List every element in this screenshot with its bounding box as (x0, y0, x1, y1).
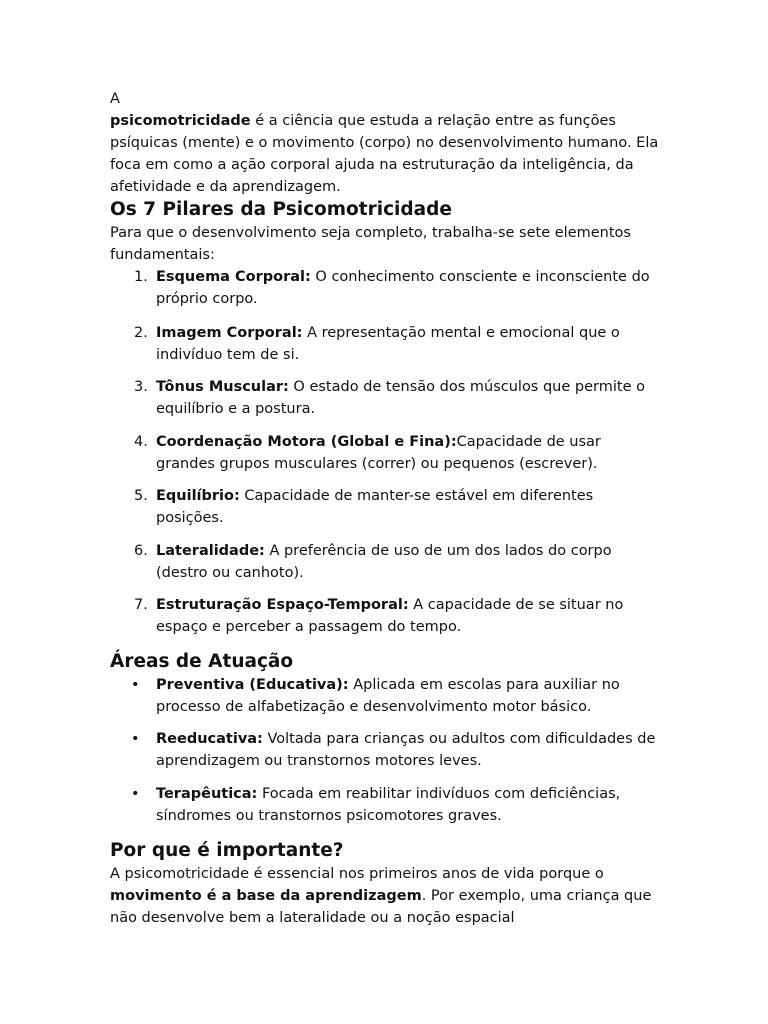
list-marker: 4. (134, 434, 148, 450)
list-marker: 1. (134, 269, 148, 285)
item-text: Capacidade de usar grandes grupos musculares (correr) ou pequenos (escrever). (156, 434, 601, 472)
list-item (110, 376, 660, 420)
item-term: Lateralidade: (156, 543, 265, 559)
item-term: Equilíbrio: (156, 488, 240, 504)
item-text: Voltada para crianças ou adultos com dificuldades de aprendizagem ou transtornos motores leves. (156, 731, 656, 769)
importancia-paragraph (110, 863, 660, 929)
item-term: Coordenação Motora (Global e Fina): (156, 434, 457, 450)
list-item (110, 594, 660, 638)
importancia-bold: movimento é a base da aprendizagem (110, 888, 422, 904)
item-term: Tônus Muscular: (156, 379, 289, 395)
intro-lead: A (110, 91, 120, 107)
section-heading-areas: Áreas de Atuação (110, 651, 294, 672)
areas-list (110, 674, 660, 827)
list-marker: 5. (134, 488, 148, 504)
item-text: A capacidade de se situar no espaço e perceber a passagem do tempo. (156, 597, 624, 635)
item-term: Preventiva (Educativa): (156, 677, 349, 693)
list-item (110, 540, 660, 584)
list-item (110, 485, 660, 529)
item-term: Terapêutica: (156, 786, 258, 802)
list-marker: 2. (134, 325, 148, 341)
list-item (110, 674, 660, 718)
pilares-lead: Para que o desenvolvimento seja completo, trabalha-se sete elementos fundamentais: (110, 225, 631, 263)
bullet-icon: • (131, 677, 140, 693)
section-heading-pilares: Os 7 Pilares da Psicomotricidade (110, 199, 452, 220)
item-term: Reeducativa: (156, 731, 263, 747)
item-term: Imagem Corporal: (156, 325, 303, 341)
list-marker: 6. (134, 543, 148, 559)
list-marker: 3. (134, 379, 148, 395)
bullet-icon: • (131, 786, 140, 802)
item-term: Estruturação Espaço-Temporal: (156, 597, 409, 613)
importancia-text-after: . Por exemplo, uma criança que não desenvolve bem a lateralidade ou a noção espacial (110, 888, 652, 926)
list-item (110, 266, 660, 310)
importancia-text-before: A psicomotricidade é essencial nos primeiros anos de vida porque o (110, 866, 604, 882)
item-text: O conhecimento consciente e inconsciente do próprio corpo. (156, 269, 650, 307)
list-marker: 7. (134, 597, 148, 613)
list-item (110, 431, 660, 475)
document-body (110, 88, 660, 929)
item-text: Focada em reabilitar indivíduos com deficiências, síndromes ou transtornos psicomotores graves. (156, 786, 621, 824)
section-heading-importancia: Por que é importante? (110, 840, 344, 861)
item-text: Aplicada em escolas para auxiliar no processo de alfabetização e desenvolvimento motor básico. (156, 677, 620, 715)
item-text: Capacidade de manter-se estável em diferentes posições. (156, 488, 594, 526)
item-text: A preferência de uso de um dos lados do corpo (destro ou canhoto). (156, 543, 612, 581)
list-item (110, 783, 660, 827)
intro-term: psicomotricidade (110, 113, 251, 129)
item-term: Esquema Corporal: (156, 269, 311, 285)
item-text: A representação mental e emocional que o indivíduo tem de si. (156, 325, 620, 363)
intro-text: é a ciência que estuda a relação entre as funções psíquicas (mente) e o movimento (corpo) no desenvolvimento humano. Ela foca em como a ação corporal ajuda na estruturação da inteligência, da afetividade e da aprendizagem. (110, 113, 659, 195)
list-item (110, 728, 660, 772)
pilares-list (110, 266, 660, 638)
bullet-icon: • (131, 731, 140, 747)
list-item (110, 322, 660, 366)
intro-paragraph (110, 88, 660, 198)
item-text: O estado de tensão dos músculos que permite o equilíbrio e a postura. (156, 379, 645, 417)
